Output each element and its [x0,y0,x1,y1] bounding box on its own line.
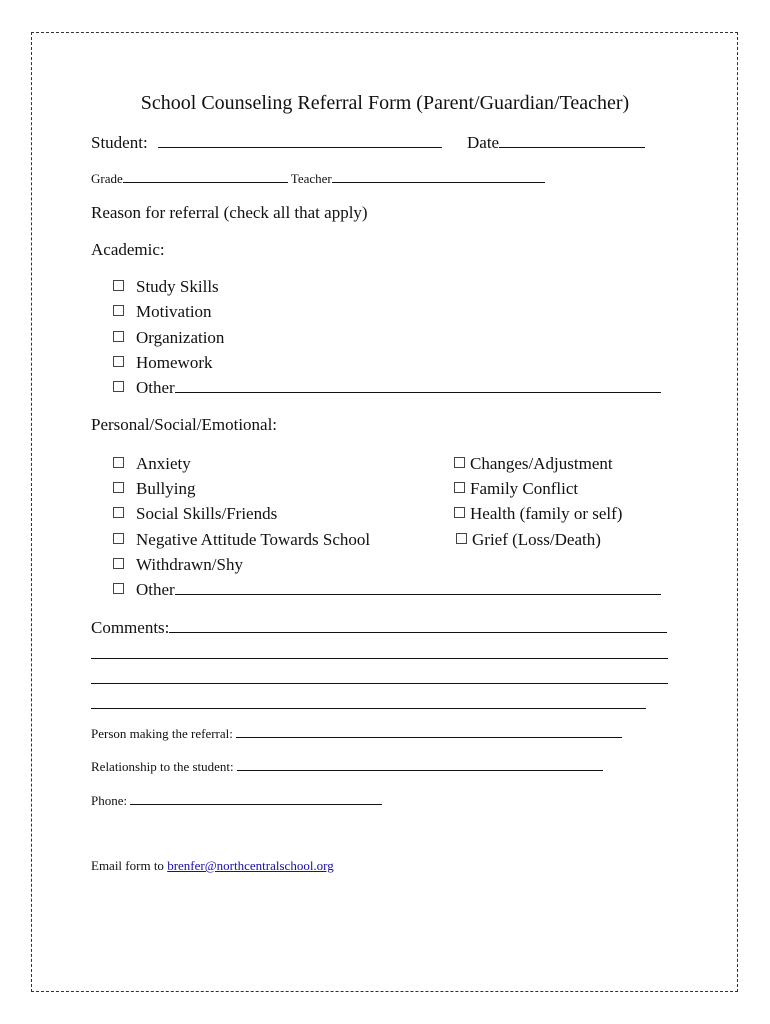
checkbox-label: Homework [136,353,213,372]
checkbox-icon[interactable] [113,583,124,594]
student-row [91,133,442,153]
personal-other-field[interactable] [175,593,661,595]
checkbox-icon[interactable] [113,482,124,493]
checkbox-item[interactable] [456,530,601,550]
teacher-label: Teacher [290,171,332,186]
checkbox-label: Study Skills [136,277,219,296]
checkbox-icon[interactable] [454,457,465,468]
phone-field[interactable] [130,803,382,805]
checkbox-label: Motivation [136,302,212,321]
relationship-label: Relationship to the student: [91,759,234,774]
checkbox-label: Bullying [136,479,196,498]
checkbox-item[interactable] [113,479,196,499]
comments-line[interactable] [91,658,668,659]
checkbox-item[interactable] [113,504,277,524]
checkbox-icon[interactable] [113,331,124,342]
checkbox-icon[interactable] [113,305,124,316]
checkbox-item[interactable] [454,454,613,474]
comments-row [91,618,667,638]
person-field[interactable] [236,736,622,738]
form-title: School Counseling Referral Form (Parent/Guardian/Teacher) [140,92,630,114]
academic-heading: Academic: [91,240,165,259]
checkbox-label: Other [136,580,175,599]
person-label: Person making the referral: [91,726,233,741]
grade-label: Grade [91,171,123,186]
checkbox-icon[interactable] [113,280,124,291]
date-row [467,133,645,153]
student-label: Student: [91,133,148,152]
academic-other-field[interactable] [175,391,661,393]
teacher-field[interactable] [332,181,545,183]
checkbox-item[interactable] [454,504,622,524]
person-row [91,726,622,742]
checkbox-item[interactable] [113,353,212,373]
checkbox-label: Grief (Loss/Death) [472,530,601,549]
relationship-row [91,759,603,775]
comments-field[interactable] [169,631,667,633]
checkbox-item[interactable] [113,555,243,575]
phone-row [91,793,382,809]
checkbox-label: Other [136,378,175,397]
date-field[interactable] [499,146,645,148]
checkbox-item[interactable] [113,454,191,474]
checkbox-label: Anxiety [136,454,191,473]
comments-line[interactable] [91,708,646,709]
checkbox-icon[interactable] [113,381,124,392]
email-row [91,858,334,874]
grade-field[interactable] [123,181,288,183]
grade-teacher-row [91,171,545,187]
checkbox-icon[interactable] [113,457,124,468]
phone-label: Phone: [91,793,128,808]
checkbox-icon[interactable] [454,482,465,493]
checkbox-item[interactable] [113,328,224,348]
reason-label: Reason for referral (check all that apply) [91,203,368,222]
checkbox-item-other[interactable] [113,378,661,398]
email-link[interactable]: brenfer@northcentralschool.org [167,858,334,873]
checkbox-icon[interactable] [113,507,124,518]
checkbox-label: Changes/Adjustment [470,454,613,473]
email-prefix: Email form to [91,858,164,873]
checkbox-label: Organization [136,328,225,347]
checkbox-icon[interactable] [456,533,467,544]
checkbox-item[interactable] [113,277,219,297]
comments-label: Comments: [91,618,170,637]
checkbox-label: Health (family or self) [470,504,623,523]
checkbox-item[interactable] [454,479,578,499]
checkbox-label: Withdrawn/Shy [136,555,243,574]
checkbox-item[interactable] [113,302,212,322]
checkbox-item-other[interactable] [113,580,661,600]
comments-line[interactable] [91,683,668,684]
checkbox-label: Negative Attitude Towards School [136,530,371,549]
checkbox-label: Family Conflict [470,479,579,498]
relationship-field[interactable] [237,769,603,771]
checkbox-icon[interactable] [113,558,124,569]
personal-heading: Personal/Social/Emotional: [91,415,278,434]
checkbox-icon[interactable] [113,356,124,367]
date-label: Date [467,133,500,152]
checkbox-item[interactable] [113,530,370,550]
student-field[interactable] [158,146,442,148]
checkbox-label: Social Skills/Friends [136,504,278,523]
checkbox-icon[interactable] [454,507,465,518]
checkbox-icon[interactable] [113,533,124,544]
